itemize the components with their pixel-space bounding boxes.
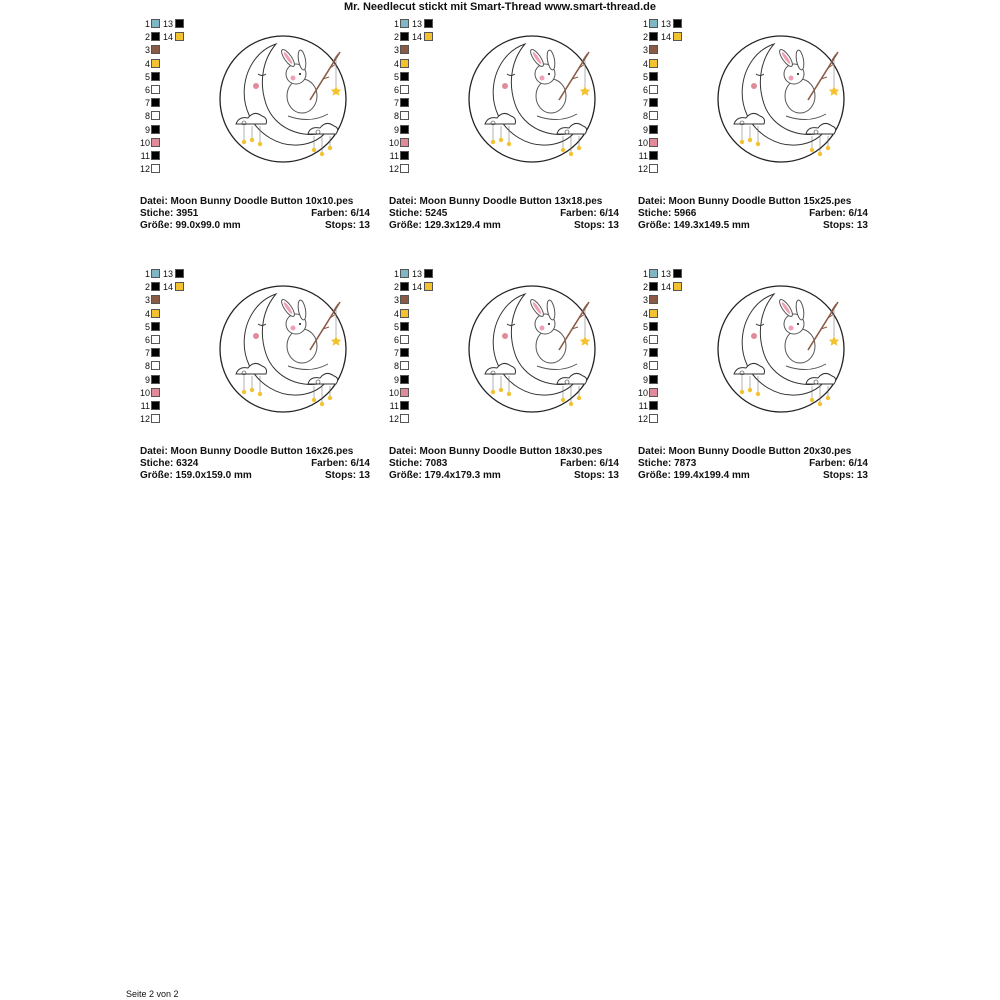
swatch-number: 7 <box>642 348 648 359</box>
color-swatch <box>151 322 160 331</box>
color-swatch <box>400 414 409 423</box>
color-swatch-row <box>140 97 200 109</box>
design-card <box>389 18 621 248</box>
color-swatch <box>649 401 658 410</box>
swatch-number: 13 <box>163 269 174 279</box>
swatch-number: 3 <box>393 45 399 56</box>
color-swatch-row <box>140 413 200 425</box>
swatch-number: 8 <box>642 111 648 122</box>
file-name: Datei: Moon Bunny Doodle Button 10x10.pes <box>140 196 354 207</box>
color-swatch-row <box>389 58 449 70</box>
color-swatch <box>649 98 658 107</box>
color-swatch-row <box>389 268 449 280</box>
swatch-number: 6 <box>642 85 648 95</box>
color-swatch-row <box>389 400 449 412</box>
color-swatch <box>151 414 160 423</box>
swatch-number: 4 <box>393 58 399 69</box>
color-swatch-row <box>638 124 698 136</box>
swatch-number: 5 <box>642 71 648 82</box>
design-card <box>638 18 870 248</box>
color-swatch <box>400 164 409 173</box>
color-swatch <box>151 375 160 384</box>
design-info <box>638 446 868 482</box>
swatch-number: 7 <box>144 348 150 359</box>
swatch-number: 13 <box>412 19 423 29</box>
color-swatch <box>424 19 433 28</box>
color-swatch-row <box>638 137 698 149</box>
swatch-number: 7 <box>393 98 399 109</box>
color-swatch <box>649 125 658 134</box>
swatch-number: 13 <box>661 269 672 279</box>
color-swatch <box>649 375 658 384</box>
color-swatch-row <box>389 281 449 293</box>
color-swatch <box>400 45 409 54</box>
design-info <box>140 446 370 482</box>
color-swatch <box>151 348 160 357</box>
design-card <box>140 268 372 498</box>
color-swatch-row <box>140 347 200 359</box>
swatch-number: 5 <box>393 71 399 82</box>
color-count: Farben: 6/14 <box>311 208 370 219</box>
swatch-number: 10 <box>140 137 151 148</box>
swatch-number: 4 <box>144 308 150 319</box>
color-count: Farben: 6/14 <box>311 458 370 469</box>
swatch-number: 14 <box>412 32 423 43</box>
color-swatch <box>649 322 658 331</box>
color-swatch <box>424 32 433 41</box>
color-swatch-row <box>140 71 200 83</box>
color-swatch <box>400 375 409 384</box>
color-swatch <box>400 348 409 357</box>
color-swatch-row <box>638 281 698 293</box>
swatch-number: 3 <box>642 45 648 56</box>
color-swatch <box>649 348 658 357</box>
color-swatch <box>151 138 160 147</box>
design-size: Größe: 129.3x129.4 mm <box>389 220 501 231</box>
swatch-number: 9 <box>642 124 648 135</box>
color-count: Farben: 6/14 <box>560 208 619 219</box>
color-swatch-row <box>140 360 200 372</box>
swatch-number: 12 <box>140 414 151 425</box>
design-info <box>638 196 868 232</box>
color-swatch-row <box>389 137 449 149</box>
color-count: Farben: 6/14 <box>809 458 868 469</box>
color-swatch-row <box>638 31 698 43</box>
color-swatch-row <box>638 150 698 162</box>
stop-count: Stops: 13 <box>822 470 868 481</box>
page-footer: Seite 2 von 2 <box>126 989 179 999</box>
swatch-number: 14 <box>163 282 174 293</box>
color-swatch-row <box>140 268 200 280</box>
embroidery-design-preview <box>218 284 348 414</box>
stitch-count: Stiche: 7873 <box>638 458 697 469</box>
color-swatch-row <box>140 163 200 175</box>
color-swatch-row <box>638 110 698 122</box>
swatch-number: 1 <box>393 269 399 279</box>
color-swatch <box>400 282 409 291</box>
color-count: Farben: 6/14 <box>560 458 619 469</box>
swatch-number: 8 <box>144 111 150 122</box>
color-swatch <box>175 32 184 41</box>
swatch-number: 9 <box>642 374 648 385</box>
color-swatch <box>175 282 184 291</box>
color-swatch-row <box>638 321 698 333</box>
embroidery-design-preview <box>716 34 846 164</box>
swatch-number: 6 <box>393 335 399 345</box>
swatch-number: 8 <box>393 111 399 122</box>
design-card <box>389 268 621 498</box>
color-swatch <box>400 19 409 28</box>
swatch-number: 12 <box>389 164 400 175</box>
color-swatch <box>151 85 160 94</box>
color-swatch <box>649 45 658 54</box>
color-swatch-row <box>389 97 449 109</box>
swatch-number: 8 <box>393 361 399 372</box>
stitch-count: Stiche: 7083 <box>389 458 448 469</box>
swatch-number: 14 <box>661 282 672 293</box>
color-swatch <box>175 269 184 278</box>
color-swatch <box>151 335 160 344</box>
color-swatch <box>400 151 409 160</box>
swatch-number: 12 <box>638 164 649 175</box>
design-card <box>140 18 372 248</box>
swatch-number: 6 <box>144 335 150 345</box>
color-swatch-row <box>638 163 698 175</box>
color-swatch-row <box>638 334 698 346</box>
swatch-number: 9 <box>393 374 399 385</box>
color-swatch-row <box>389 84 449 96</box>
swatch-number: 13 <box>661 19 672 29</box>
color-swatch-row <box>389 294 449 306</box>
color-swatch <box>649 32 658 41</box>
swatch-number: 9 <box>393 124 399 135</box>
color-swatch <box>151 401 160 410</box>
color-swatch <box>649 85 658 94</box>
color-swatch-row <box>638 97 698 109</box>
swatch-number: 11 <box>140 401 150 411</box>
color-swatch <box>151 361 160 370</box>
swatch-number: 5 <box>144 321 150 332</box>
color-swatch-row <box>140 374 200 386</box>
design-info <box>389 446 619 482</box>
color-swatch-row <box>389 124 449 136</box>
stitch-count: Stiche: 3951 <box>140 208 199 219</box>
swatch-number: 11 <box>638 401 648 411</box>
color-swatch-row <box>638 360 698 372</box>
file-name: Datei: Moon Bunny Doodle Button 20x30.pes <box>638 446 852 457</box>
color-swatch-row <box>389 413 449 425</box>
color-swatch-row <box>140 334 200 346</box>
swatch-number: 2 <box>642 282 648 293</box>
swatch-number: 10 <box>638 387 649 398</box>
color-swatch <box>673 282 682 291</box>
design-info <box>140 196 370 232</box>
design-size: Größe: 99.0x99.0 mm <box>140 220 241 231</box>
color-swatch-row <box>140 137 200 149</box>
swatch-number: 1 <box>144 19 150 29</box>
design-size: Größe: 159.0x159.0 mm <box>140 470 252 481</box>
swatch-number: 8 <box>144 361 150 372</box>
color-swatch <box>673 32 682 41</box>
color-swatch-row <box>140 308 200 320</box>
color-swatch-row <box>389 360 449 372</box>
color-swatch-row <box>638 347 698 359</box>
color-swatch-row <box>140 58 200 70</box>
color-swatch <box>151 309 160 318</box>
color-swatch <box>649 361 658 370</box>
color-swatch <box>649 309 658 318</box>
color-swatch-row <box>389 308 449 320</box>
stop-count: Stops: 13 <box>822 220 868 231</box>
color-swatch-row <box>638 413 698 425</box>
color-count: Farben: 6/14 <box>809 208 868 219</box>
color-swatch-row <box>638 58 698 70</box>
page-header: Mr. Needlecut stickt mit Smart-Thread www.smart-thread.de <box>344 1 656 13</box>
color-swatch-row <box>389 163 449 175</box>
color-swatch <box>649 295 658 304</box>
design-size: Größe: 179.4x179.3 mm <box>389 470 501 481</box>
color-swatch-row <box>638 400 698 412</box>
color-swatch <box>400 361 409 370</box>
stop-count: Stops: 13 <box>573 470 619 481</box>
swatch-number: 1 <box>642 269 648 279</box>
color-swatch-row <box>638 18 698 30</box>
swatch-number: 3 <box>144 45 150 56</box>
color-swatch-row <box>638 71 698 83</box>
swatch-number: 4 <box>393 308 399 319</box>
color-swatch <box>649 164 658 173</box>
color-swatch <box>400 322 409 331</box>
embroidery-design-preview <box>218 34 348 164</box>
color-swatch <box>151 282 160 291</box>
color-swatch <box>175 19 184 28</box>
swatch-number: 3 <box>144 295 150 306</box>
swatch-number: 10 <box>140 387 151 398</box>
color-swatch <box>400 388 409 397</box>
color-swatch-row <box>389 18 449 30</box>
swatch-number: 4 <box>642 58 648 69</box>
color-swatch-row <box>140 18 200 30</box>
swatch-number: 10 <box>638 137 649 148</box>
swatch-number: 10 <box>389 137 400 148</box>
color-swatch <box>151 151 160 160</box>
swatch-number: 5 <box>642 321 648 332</box>
color-swatch <box>400 72 409 81</box>
color-swatch-row <box>389 71 449 83</box>
swatch-number: 1 <box>393 19 399 29</box>
swatch-number: 2 <box>144 32 150 43</box>
embroidery-design-preview <box>467 34 597 164</box>
swatch-number: 12 <box>389 414 400 425</box>
swatch-number: 12 <box>638 414 649 425</box>
color-swatch <box>649 151 658 160</box>
file-name: Datei: Moon Bunny Doodle Button 18x30.pes <box>389 446 603 457</box>
swatch-number: 14 <box>661 32 672 43</box>
swatch-number: 12 <box>140 164 151 175</box>
color-swatch <box>424 269 433 278</box>
color-swatch <box>649 72 658 81</box>
color-swatch <box>151 32 160 41</box>
stitch-count: Stiche: 6324 <box>140 458 199 469</box>
color-swatch <box>673 19 682 28</box>
color-swatch <box>151 72 160 81</box>
swatch-number: 1 <box>642 19 648 29</box>
swatch-number: 9 <box>144 124 150 135</box>
swatch-number: 2 <box>393 32 399 43</box>
color-swatch-row <box>638 387 698 399</box>
color-swatch-row <box>389 44 449 56</box>
color-swatch <box>424 282 433 291</box>
color-swatch <box>151 19 160 28</box>
color-swatch <box>151 164 160 173</box>
swatch-number: 7 <box>144 98 150 109</box>
color-swatch <box>151 59 160 68</box>
color-swatch-row <box>389 334 449 346</box>
swatch-number: 1 <box>144 269 150 279</box>
stitch-count: Stiche: 5245 <box>389 208 448 219</box>
color-swatch <box>151 111 160 120</box>
swatch-number: 7 <box>642 98 648 109</box>
color-swatch-row <box>389 347 449 359</box>
swatch-number: 2 <box>393 282 399 293</box>
color-swatch <box>151 388 160 397</box>
color-swatch <box>649 111 658 120</box>
stitch-count: Stiche: 5966 <box>638 208 697 219</box>
color-swatch-row <box>389 321 449 333</box>
color-swatch-row <box>140 124 200 136</box>
swatch-number: 2 <box>144 282 150 293</box>
color-swatch <box>400 335 409 344</box>
color-swatch <box>400 125 409 134</box>
color-swatch-row <box>638 84 698 96</box>
color-swatch-row <box>389 150 449 162</box>
color-swatch <box>151 125 160 134</box>
design-size: Größe: 149.3x149.5 mm <box>638 220 750 231</box>
swatch-number: 11 <box>389 151 399 161</box>
color-swatch <box>400 309 409 318</box>
color-swatch <box>400 59 409 68</box>
color-swatch <box>400 295 409 304</box>
color-swatch <box>649 335 658 344</box>
color-swatch-row <box>140 44 200 56</box>
color-swatch <box>649 269 658 278</box>
swatch-number: 11 <box>389 401 399 411</box>
color-swatch-row <box>140 321 200 333</box>
swatch-number: 7 <box>393 348 399 359</box>
color-swatch <box>151 295 160 304</box>
color-swatch-row <box>140 31 200 43</box>
swatch-number: 5 <box>393 321 399 332</box>
color-swatch <box>400 269 409 278</box>
file-name: Datei: Moon Bunny Doodle Button 16x26.pes <box>140 446 354 457</box>
color-swatch-row <box>638 308 698 320</box>
color-swatch-row <box>140 294 200 306</box>
stop-count: Stops: 13 <box>573 220 619 231</box>
color-swatch <box>151 45 160 54</box>
color-swatch <box>649 282 658 291</box>
swatch-number: 4 <box>144 58 150 69</box>
stop-count: Stops: 13 <box>324 220 370 231</box>
swatch-number: 13 <box>412 269 423 279</box>
color-swatch-row <box>389 110 449 122</box>
file-name: Datei: Moon Bunny Doodle Button 15x25.pes <box>638 196 852 207</box>
design-info <box>389 196 619 232</box>
color-swatch <box>400 98 409 107</box>
swatch-number: 14 <box>163 32 174 43</box>
color-swatch-row <box>389 31 449 43</box>
color-swatch-row <box>140 110 200 122</box>
swatch-number: 5 <box>144 71 150 82</box>
color-swatch-row <box>638 374 698 386</box>
swatch-number: 4 <box>642 308 648 319</box>
swatch-number: 2 <box>642 32 648 43</box>
color-swatch-row <box>140 400 200 412</box>
swatch-number: 10 <box>389 387 400 398</box>
swatch-number: 3 <box>642 295 648 306</box>
design-card <box>638 268 870 498</box>
color-swatch-row <box>389 374 449 386</box>
color-swatch-row <box>389 387 449 399</box>
stop-count: Stops: 13 <box>324 470 370 481</box>
color-swatch <box>649 19 658 28</box>
embroidery-design-preview <box>467 284 597 414</box>
color-swatch <box>649 138 658 147</box>
color-swatch-row <box>638 44 698 56</box>
swatch-number: 11 <box>140 151 150 161</box>
color-swatch <box>400 401 409 410</box>
swatch-number: 6 <box>642 335 648 345</box>
file-name: Datei: Moon Bunny Doodle Button 13x18.pes <box>389 196 603 207</box>
swatch-number: 3 <box>393 295 399 306</box>
embroidery-design-preview <box>716 284 846 414</box>
swatch-number: 9 <box>144 374 150 385</box>
color-swatch <box>400 85 409 94</box>
color-swatch <box>649 414 658 423</box>
color-swatch-row <box>638 268 698 280</box>
color-swatch <box>151 98 160 107</box>
swatch-number: 13 <box>163 19 174 29</box>
swatch-number: 14 <box>412 282 423 293</box>
color-swatch <box>649 388 658 397</box>
color-swatch <box>400 138 409 147</box>
design-size: Größe: 199.4x199.4 mm <box>638 470 750 481</box>
color-swatch <box>400 32 409 41</box>
swatch-number: 6 <box>393 85 399 95</box>
color-swatch <box>151 269 160 278</box>
color-swatch <box>673 269 682 278</box>
color-swatch <box>649 59 658 68</box>
color-swatch-row <box>140 150 200 162</box>
color-swatch-row <box>140 84 200 96</box>
swatch-number: 6 <box>144 85 150 95</box>
color-swatch-row <box>140 281 200 293</box>
color-swatch <box>400 111 409 120</box>
color-swatch-row <box>140 387 200 399</box>
swatch-number: 11 <box>638 151 648 161</box>
swatch-number: 8 <box>642 361 648 372</box>
color-swatch-row <box>638 294 698 306</box>
